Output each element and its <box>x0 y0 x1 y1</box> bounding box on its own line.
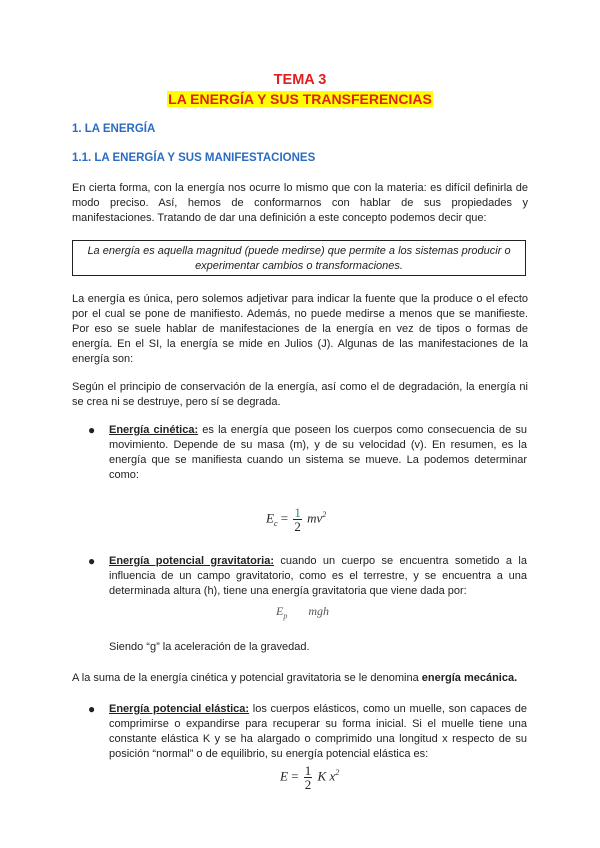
item-text: es la energía que poseen los cuerpos como consecuencia de su movimiento. Depende de su masa (m), y de su velocidad (v). En resumen, es la energía que se manifiesta cuando un sistema se mueve. La podemos determinar como: <box>109 424 527 481</box>
gravitational-formula: $E_p$ mgh <box>276 604 330 621</box>
energy-paragraph: La energía es única, pero solemos adjetivar para indicar la fuente que la produce o el efecto por el cual se pone de manifiesto. Además, no puede medirse a menos que se manifieste. Por eso se suele hablar de manifestaciones de la energía en vez de tipos o formas de energía. En el SI, la energía se mide en Julios (J). Algunas de las manifestaciones de la energía son: <box>72 293 528 365</box>
mechanical-energy-paragraph: A la suma de la energía cinética y potencial gravitatoria se le denomina energía mecánica. <box>72 672 518 684</box>
bullet-icon: ● <box>88 554 96 568</box>
item-text: cuando un cuerpo se encuentra sometido a la influencia de un campo gravitatorio, como es el terrestre, y se encuentra a una determinada altura (h), tiene una energía gravitatoria que viene dada por: <box>109 555 527 597</box>
list-item-kinetic <box>109 423 527 483</box>
mechanical-energy-term: energía mecánica. <box>421 672 518 684</box>
section-heading: 1. LA ENERGÍA <box>72 123 156 135</box>
term-gravitational: Energía potencial gravitatoria: <box>109 555 274 567</box>
elastic-formula: E = $\frac{1}{2}$ K $x^2$ <box>280 763 340 792</box>
document-subtitle: LA ENERGÍA Y SUS TRANSFERENCIAS <box>168 91 432 107</box>
term-elastic: Energía potencial elástica: <box>109 703 250 715</box>
list-item-gravitational <box>109 554 527 599</box>
item-text: los cuerpos elásticos, como un muelle, son capaces de comprimirse o expandirse para recuperar su forma inicial. Si el muelle tiene una constante elástica K y se ha alargado o comprimido una longitud x respecto de su posición “normal” o de equilibrio, su energía potencial elástica es: <box>109 703 527 760</box>
intro-paragraph: En cierta forma, con la energía nos ocurre lo mismo que con la materia: es difícil definirla de modo preciso. Así, hemos de conformarnos con hablar de sus propiedades y manifestaciones. Tratando de dar una definición a este concepto podemos decir que: <box>72 182 528 224</box>
bullet-icon: ● <box>88 702 96 716</box>
list-item-elastic <box>109 702 527 762</box>
document-title: TEMA 3 <box>273 72 327 88</box>
kinetic-formula: $E_c$ = $\frac{1}{2}$ $mv^2$ <box>266 505 327 534</box>
subsection-heading: 1.1. LA ENERGÍA Y SUS MANIFESTACIONES <box>72 152 316 164</box>
definition-box: La energía es aquella magnitud (puede medirse) que permite a los sistemas producir o experimentar cambios o transformaciones. <box>72 240 526 276</box>
bullet-icon: ● <box>88 423 96 437</box>
conservation-paragraph: Según el principio de conservación de la energía, así como el de degradación, la energía ni se crea ni se destruye, pero sí se degrada. <box>72 381 528 408</box>
gravity-note: Siendo “g” la aceleración de la gravedad. <box>109 641 310 653</box>
term-kinetic: Energía cinética: <box>109 424 199 436</box>
